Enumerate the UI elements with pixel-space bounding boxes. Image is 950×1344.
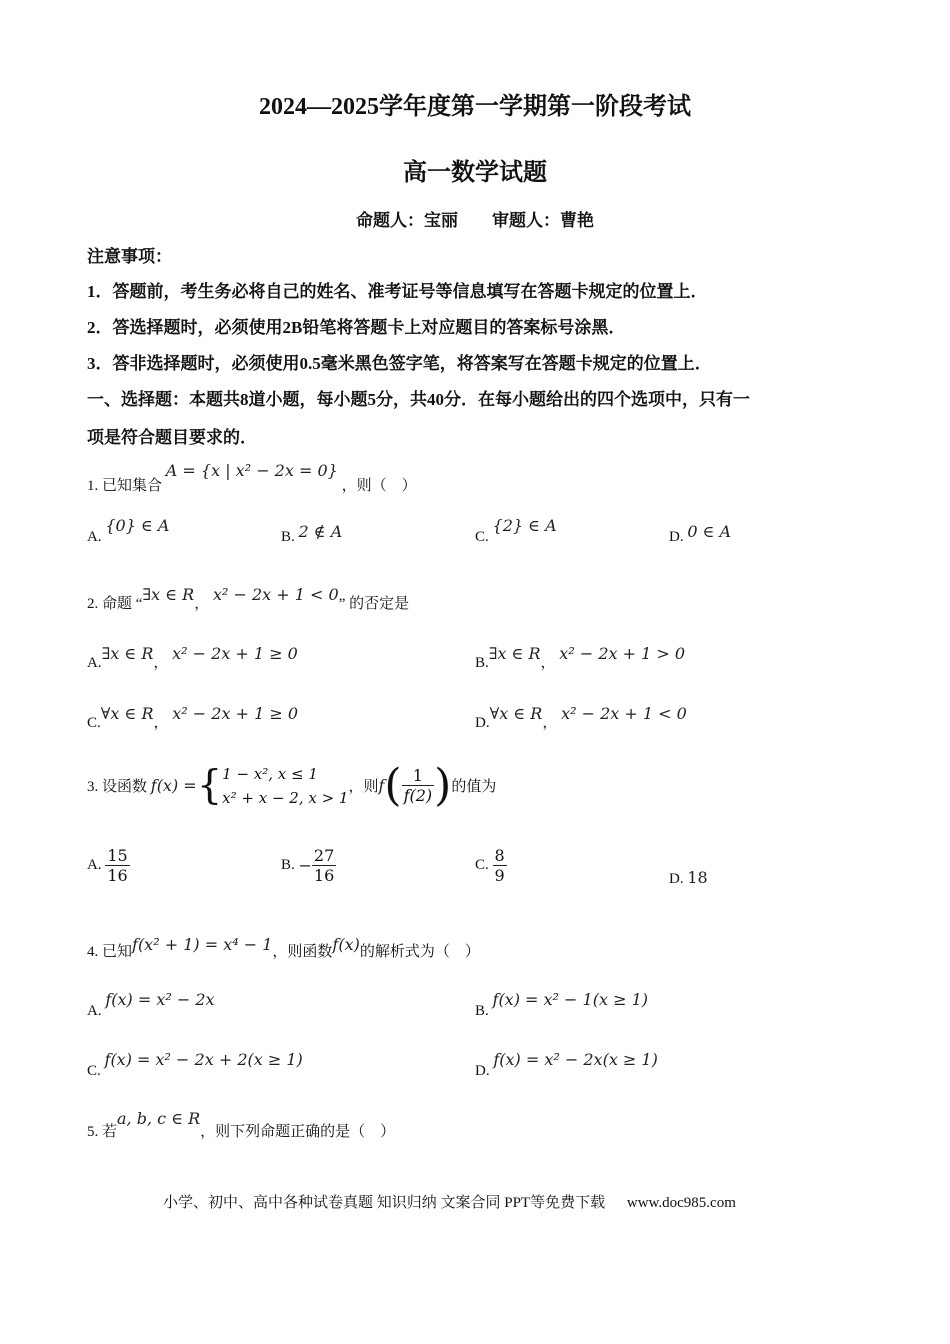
q4-b-math: f(x) = x² − 1(x ≥ 1)	[492, 990, 648, 1009]
q3-option-a	[87, 846, 130, 885]
question-4	[87, 935, 480, 961]
q2-a-math-1: ∃x ∈ R	[101, 644, 154, 663]
q3-f: f	[378, 776, 385, 795]
q3-d-label: D.	[669, 871, 684, 887]
q1-option-c	[475, 516, 557, 546]
q2-option-d: D.∀x ∈ R， x² − 2x + 1 < 0	[475, 704, 687, 731]
exam-title: 2024—2025学年度第一学期第一阶段考试	[259, 94, 691, 120]
note-item-2: 2．答选择题时，必须使用2B铅笔将答题卡上对应题目的答案标号涂黑．	[87, 318, 626, 337]
q5-math: a, b, c ∈ R	[117, 1109, 201, 1128]
q3-a-den: 16	[107, 866, 128, 885]
q3-rparen: )	[434, 760, 452, 811]
q3-pre: 3. 设函数	[87, 779, 148, 795]
q4-math-2: f(x)	[332, 935, 360, 954]
q3-frac-num: 1	[402, 766, 435, 786]
q4-a-math: f(x) = x² − 2x	[105, 990, 215, 1009]
q1-option-b	[281, 522, 343, 546]
q1-a-label: A.	[87, 529, 102, 545]
q3-c-den: 9	[494, 866, 505, 885]
q4-math-1: f(x² + 1) = x⁴ − 1	[132, 935, 273, 954]
q3-b-fraction	[312, 846, 336, 885]
q3-mid: ，则	[348, 779, 379, 795]
q2-a-label: A.	[87, 655, 102, 671]
q2-d-math-1: ∀x ∈ R	[489, 704, 543, 723]
q4-post: 的解析式为（ ）	[359, 944, 480, 960]
q4-option-c	[87, 1050, 303, 1080]
q2-option-a: A.∃x ∈ R， x² − 2x + 1 ≥ 0	[87, 644, 298, 671]
q3-a-label: A.	[87, 857, 102, 873]
q3-d-value: 18	[687, 868, 708, 887]
q1-c-label: C.	[475, 529, 489, 545]
q3-b-den: 16	[313, 866, 335, 885]
section-intro-line1: 一、选择题：本题共8道小题，每小题5分，共40分．在每小题给出的四个选项中，只有一	[87, 390, 750, 409]
q3-b-sign: −	[298, 856, 312, 875]
q1-a-math: {0} ∈ A	[105, 516, 170, 535]
q2-b-math-1: ∃x ∈ R	[488, 644, 541, 663]
exam-authors: 命题人：宝丽 审题人：曹艳	[356, 211, 594, 230]
q4-a-label: A.	[87, 1003, 102, 1019]
question-3	[87, 760, 496, 820]
q3-b-num: 27	[313, 846, 335, 865]
q2-sep: ，	[194, 596, 210, 612]
q1-c-math: {2} ∈ A	[492, 516, 557, 535]
q3-fraction	[402, 766, 435, 805]
q1-b-math: 2 ∉ A	[298, 522, 343, 541]
q2-math-1: ∃x ∈ R	[142, 585, 195, 604]
q4-option-d	[475, 1050, 658, 1080]
q2-option-b: B.∃x ∈ R， x² − 2x + 1 > 0	[475, 644, 686, 671]
q1-option-d	[669, 522, 732, 546]
q4-d-math: f(x) = x² − 2x(x ≥ 1)	[493, 1050, 658, 1069]
q3-post: 的值为	[451, 779, 497, 795]
q2-b-label: B.	[475, 655, 489, 671]
q3-lparen: (	[384, 760, 402, 811]
notes-heading: 注意事项：	[87, 247, 172, 266]
footer	[163, 1191, 736, 1212]
q5-post: ，则下列命题正确的是（ ）	[200, 1124, 396, 1140]
question-1	[87, 461, 417, 495]
q3-case-2: x² + x − 2, x > 1	[222, 788, 349, 807]
q3-brace: {	[196, 762, 223, 809]
q3-a-fraction	[105, 846, 129, 885]
footer-url[interactable]: www.doc985.com	[626, 1195, 736, 1211]
q3-option-d	[669, 868, 708, 888]
question-2	[87, 585, 410, 613]
q1-d-label: D.	[669, 529, 684, 545]
q3-c-num: 8	[494, 846, 505, 865]
q2-math-2: x² − 2x + 1 < 0	[212, 585, 339, 604]
question-5	[87, 1109, 396, 1141]
q1-b-label: B.	[281, 529, 295, 545]
q2-c-math-1: ∀x ∈ R	[100, 704, 154, 723]
q2-post: ” 的否定是	[338, 596, 410, 612]
q2-c-label: C.	[87, 715, 101, 731]
q3-piecewise	[222, 762, 348, 810]
note-item-3: 3．答非选择题时，必须使用0.5毫米黑色签字笔，将答案写在答题卡规定的位置上．	[87, 354, 712, 373]
q5-pre: 5. 若	[87, 1124, 118, 1140]
note-item-1: 1．答题前，考生务必将自己的姓名、准考证号等信息填写在答题卡规定的位置上．	[87, 282, 708, 301]
q3-c-fraction	[493, 846, 507, 885]
q3-fx: f(x) =	[150, 776, 197, 795]
q4-pre: 4. 已知	[87, 944, 133, 960]
q4-c-label: C.	[87, 1063, 101, 1079]
section-intro-line2: 项是符合题目要求的．	[87, 428, 257, 447]
q3-option-c	[475, 846, 507, 885]
q4-option-b	[475, 990, 648, 1020]
q1-d-math: 0 ∈ A	[687, 522, 732, 541]
q2-pre: 2. 命题 “	[87, 596, 143, 612]
q2-a-math-2: x² − 2x + 1 ≥ 0	[172, 644, 298, 663]
q2-option-c: C.∀x ∈ R， x² − 2x + 1 ≥ 0	[87, 704, 299, 731]
q2-d-label: D.	[475, 715, 490, 731]
q3-b-label: B.	[281, 857, 295, 873]
q3-a-num: 15	[107, 846, 128, 865]
exam-subtitle: 高一数学试题	[403, 160, 547, 186]
q2-b-math-2: x² − 2x + 1 > 0	[559, 644, 686, 663]
q4-d-label: D.	[475, 1063, 490, 1079]
q3-case-1: 1 − x², x ≤ 1	[222, 764, 318, 783]
q1-post: ，则（ ）	[341, 478, 417, 494]
q1-math: A = {x | x² − 2x = 0}	[165, 461, 338, 480]
footer-text: 小学、初中、高中各种试卷真题 知识归纳 文案合同 PPT等免费下载	[163, 1195, 606, 1211]
q1-pre: 1. 已知集合	[87, 478, 163, 494]
q4-b-label: B.	[475, 1003, 489, 1019]
q2-c-math-2: x² − 2x + 1 ≥ 0	[172, 704, 299, 723]
q4-c-math: f(x) = x² − 2x + 2(x ≥ 1)	[104, 1050, 303, 1069]
q3-frac-den: f(2)	[403, 786, 433, 805]
q2-d-math-2: x² − 2x + 1 < 0	[561, 704, 687, 723]
q3-c-label: C.	[475, 857, 489, 873]
q4-mid: ，则函数	[272, 944, 333, 960]
q3-option-b	[281, 846, 336, 885]
q4-option-a	[87, 990, 215, 1020]
q1-option-a	[87, 516, 170, 546]
